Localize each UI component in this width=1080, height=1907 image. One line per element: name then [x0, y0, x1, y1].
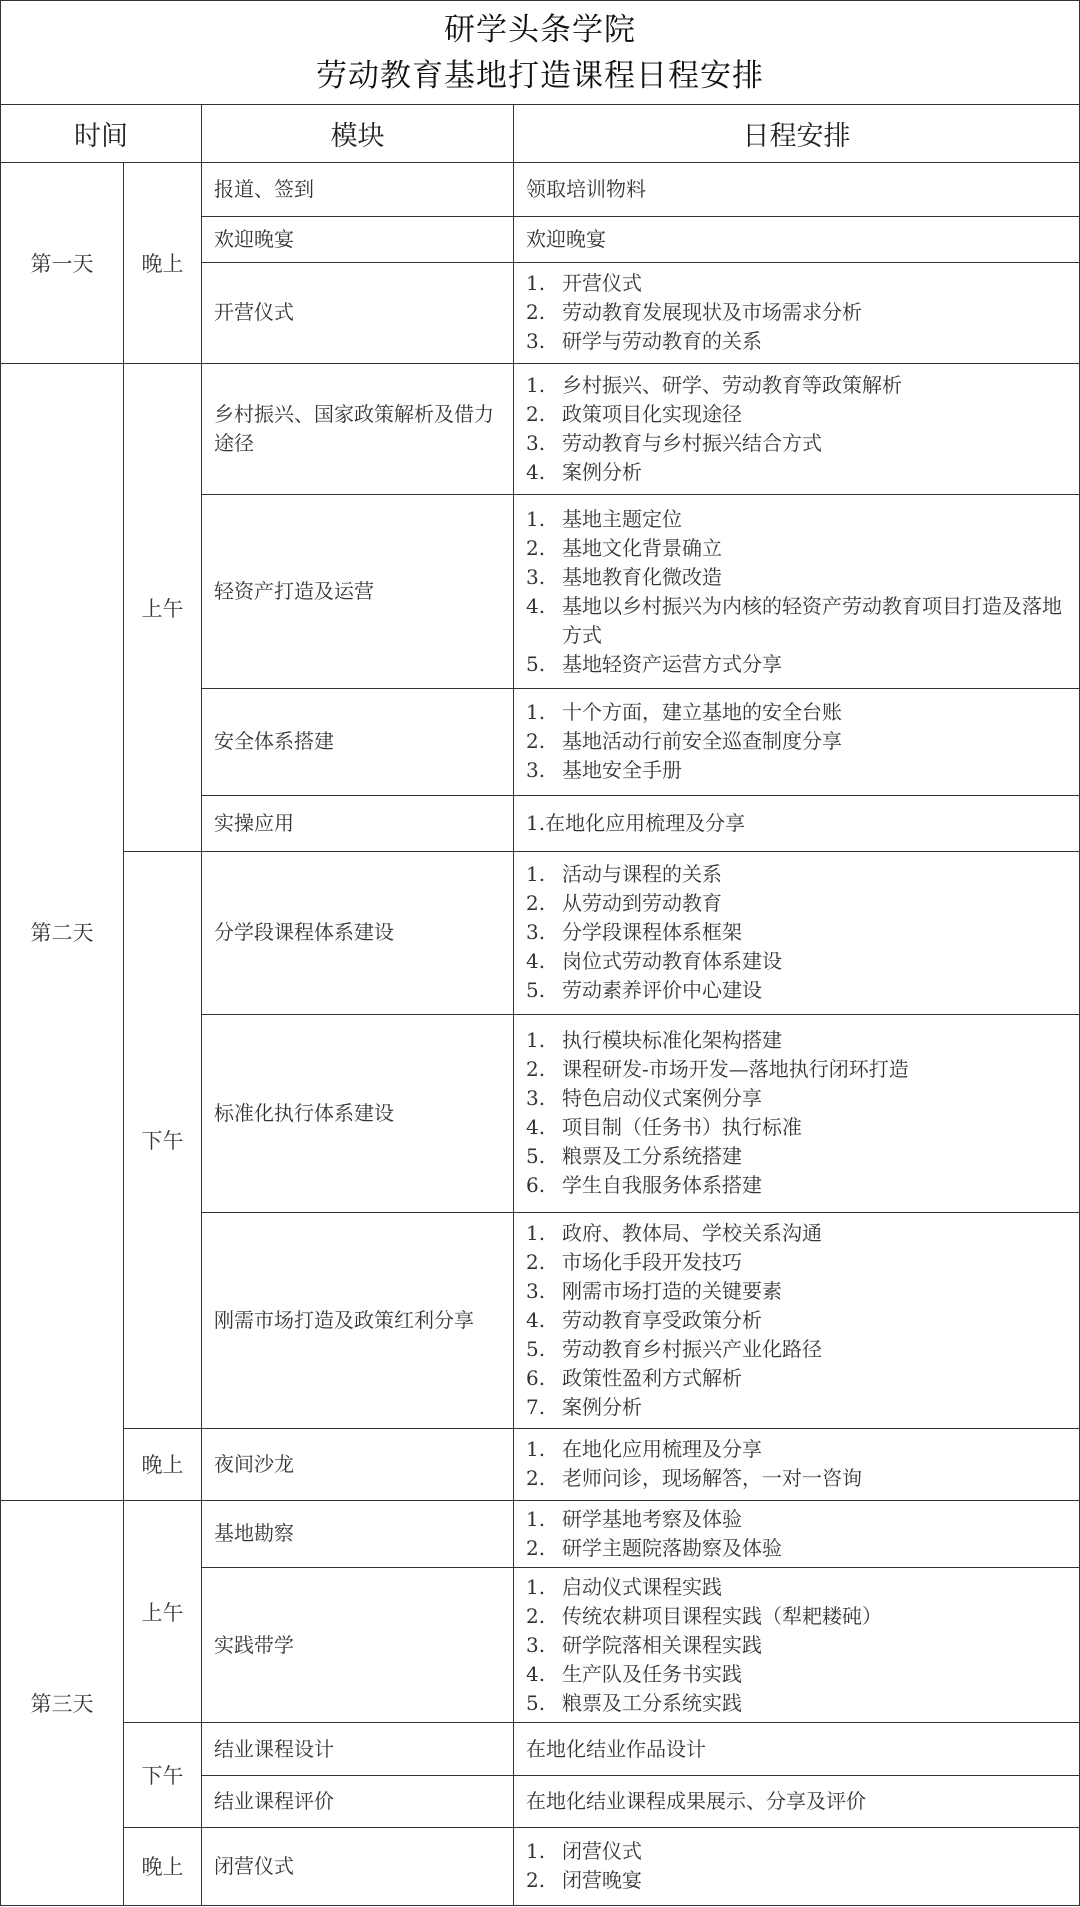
list-item-number: 3. — [526, 329, 546, 354]
table-row — [1, 852, 1080, 1014]
list-item — [526, 947, 1067, 976]
list-item-text: 活动与课程的关系 — [562, 862, 722, 887]
schedule-list — [526, 1505, 1067, 1563]
list-item — [526, 1866, 1067, 1895]
list-item-text: 粮票及工分系统搭建 — [562, 1144, 742, 1169]
list-item-text: 案例分析 — [562, 460, 642, 485]
schedule-list — [526, 1837, 1067, 1895]
schedule-cell — [514, 1428, 1080, 1500]
list-item-number: 2. — [526, 1249, 546, 1274]
schedule-cell — [514, 1014, 1080, 1213]
list-item — [526, 1306, 1067, 1335]
list-item-number: 4. — [526, 460, 546, 485]
list-item-text: 闭营仪式 — [562, 1839, 642, 1864]
schedule-list — [526, 1435, 1067, 1493]
list-item-number: 4. — [526, 949, 546, 974]
list-item-text: 研学基地考察及体验 — [562, 1506, 742, 1531]
list-item — [526, 1505, 1067, 1534]
period-label: 下午 — [124, 1723, 202, 1827]
list-item — [526, 1464, 1067, 1493]
schedule-list — [526, 1219, 1067, 1422]
list-item-number: 1. — [526, 1220, 546, 1245]
period-label: 下午 — [124, 852, 202, 1429]
period-label: 晚上 — [124, 1827, 202, 1905]
module-name: 实操应用 — [202, 796, 514, 852]
list-item-text: 政府、教体局、学校关系沟通 — [562, 1220, 822, 1245]
list-item — [526, 563, 1067, 592]
schedule-cell — [514, 796, 1080, 852]
list-item-number: 4. — [526, 1661, 546, 1686]
list-item-text: 基地轻资产运营方式分享 — [562, 651, 782, 676]
list-item-text: 特色启动仪式案例分享 — [562, 1086, 762, 1111]
list-item-number: 2. — [526, 1868, 546, 1893]
list-item-number: 1. — [526, 271, 546, 296]
list-item-text: 老师问诊，现场解答，一对一咨询 — [562, 1466, 862, 1491]
list-item-text: 劳动素养评价中心建设 — [562, 978, 762, 1003]
schedule-list — [526, 371, 1067, 487]
list-item-number: 1. — [526, 506, 546, 531]
list-item-text: 乡村振兴、研学、劳动教育等政策解析 — [562, 373, 902, 398]
list-item-text: 生产队及任务书实践 — [562, 1661, 742, 1686]
schedule-cell — [514, 495, 1080, 689]
module-name: 结业课程评价 — [202, 1775, 514, 1827]
list-item-text: 劳动教育乡村振兴产业化路径 — [562, 1336, 822, 1361]
list-item-text: 基地主题定位 — [562, 506, 682, 531]
list-item-number: 2. — [526, 1535, 546, 1560]
list-item-number: 2. — [526, 1466, 546, 1491]
list-item-number: 3. — [526, 758, 546, 783]
table-row — [1, 1827, 1080, 1905]
schedule-text: 领取培训物料 — [526, 176, 646, 201]
list-item-number: 2. — [526, 402, 546, 427]
list-item — [526, 698, 1067, 727]
module-name: 分学段课程体系建设 — [202, 852, 514, 1014]
list-item-text: 劳动教育与乡村振兴结合方式 — [562, 431, 822, 456]
list-item-text: 闭营晚宴 — [562, 1868, 642, 1893]
list-item-text: 粮票及工分系统实践 — [562, 1690, 742, 1715]
module-name: 结业课程设计 — [202, 1723, 514, 1775]
list-item-text: 劳动教育享受政策分析 — [562, 1307, 762, 1332]
list-item — [526, 1602, 1067, 1631]
list-item-text: 劳动教育发展现状及市场需求分析 — [562, 300, 862, 325]
period-label: 上午 — [124, 1500, 202, 1723]
list-item — [526, 1689, 1067, 1718]
list-item — [526, 458, 1067, 487]
list-item — [526, 1113, 1067, 1142]
list-item-number: 1. — [526, 373, 546, 398]
list-item — [526, 1393, 1067, 1422]
list-item-text: 研学主题院落勘察及体验 — [562, 1535, 782, 1560]
list-item-number: 2. — [526, 300, 546, 325]
module-name: 刚需市场打造及政策红利分享 — [202, 1213, 514, 1429]
list-item-text: 启动仪式课程实践 — [562, 1574, 722, 1599]
module-name: 轻资产打造及运营 — [202, 495, 514, 689]
list-item — [526, 976, 1067, 1005]
list-item-text: 十个方面，建立基地的安全台账 — [562, 700, 842, 725]
list-item-number: 1. — [526, 862, 546, 887]
list-item-text: 从劳动到劳动教育 — [562, 891, 722, 916]
list-item-number: 5. — [526, 1690, 546, 1715]
list-item-text: 在地化应用梳理及分享 — [562, 1437, 762, 1462]
list-item — [526, 592, 1067, 650]
module-name: 乡村振兴、国家政策解析及借力途径 — [202, 363, 514, 494]
list-item — [526, 1171, 1067, 1200]
schedule-cell — [514, 1827, 1080, 1905]
list-item-number: 1. — [526, 1506, 546, 1531]
list-item-number: 4. — [526, 1307, 546, 1332]
schedule-cell — [514, 688, 1080, 795]
list-item-number: 1. — [526, 1437, 546, 1462]
list-item-text: 基地安全手册 — [562, 758, 682, 783]
list-item-text: 研学与劳动教育的关系 — [562, 329, 762, 354]
table-title — [1, 1, 1080, 105]
list-item — [526, 269, 1067, 298]
list-item-text: 岗位式劳动教育体系建设 — [562, 949, 782, 974]
table-row — [1, 363, 1080, 494]
list-item — [526, 1837, 1067, 1866]
schedule-cell — [514, 1568, 1080, 1723]
list-item — [526, 918, 1067, 947]
list-item — [526, 429, 1067, 458]
module-name: 闭营仪式 — [202, 1827, 514, 1905]
day-label: 第二天 — [1, 363, 124, 1500]
list-item-number: 2. — [526, 535, 546, 560]
list-item-number: 4. — [526, 1115, 546, 1140]
list-item-text: 基地文化背景确立 — [562, 535, 722, 560]
list-item-number: 5. — [526, 1336, 546, 1361]
list-item — [526, 727, 1067, 756]
schedule-cell — [514, 363, 1080, 494]
module-name: 实践带学 — [202, 1568, 514, 1723]
list-item-number: 3. — [526, 1086, 546, 1111]
list-item-text: 政策性盈利方式解析 — [562, 1365, 742, 1390]
schedule-list — [526, 860, 1067, 1005]
table-row — [1, 1428, 1080, 1500]
list-item-number: 2. — [526, 729, 546, 754]
list-item-number: 2. — [526, 1603, 546, 1628]
list-item-number: 6. — [526, 1365, 546, 1390]
header-time: 时间 — [1, 105, 202, 163]
list-item-number: 7. — [526, 1394, 546, 1419]
schedule-cell — [514, 1213, 1080, 1429]
list-item-number: 1. — [526, 700, 546, 725]
list-item — [526, 1534, 1067, 1563]
list-item-text: 项目制（任务书）执行标准 — [562, 1115, 802, 1140]
day-label: 第一天 — [1, 163, 124, 364]
day-label: 第三天 — [1, 1500, 124, 1905]
list-item-text: 基地以乡村振兴为内核的轻资产劳动教育项目打造及落地方式 — [562, 593, 1062, 647]
list-item — [526, 1573, 1067, 1602]
list-item — [526, 371, 1067, 400]
list-item-text: 传统农耕项目课程实践（犁耙耧砘） — [562, 1603, 882, 1628]
list-item-number: 3. — [526, 1278, 546, 1303]
list-item-number: 3. — [526, 564, 546, 589]
schedule-cell — [514, 163, 1080, 216]
module-name: 开营仪式 — [202, 262, 514, 363]
list-item-number: 4. — [526, 593, 546, 618]
schedule-cell — [514, 1775, 1080, 1827]
list-item — [526, 1335, 1067, 1364]
schedule-text: 欢迎晚宴 — [526, 226, 606, 251]
list-item — [526, 1219, 1067, 1248]
list-item — [526, 1660, 1067, 1689]
list-item-number: 6. — [526, 1173, 546, 1198]
schedule-list — [526, 1573, 1067, 1718]
module-name: 夜间沙龙 — [202, 1428, 514, 1500]
list-item — [526, 1277, 1067, 1306]
schedule-list — [526, 698, 1067, 785]
list-item-number: 2. — [526, 891, 546, 916]
list-item-text: 分学段课程体系框架 — [562, 920, 742, 945]
list-item-number: 1. — [526, 1839, 546, 1864]
schedule-text: 在地化结业作品设计 — [526, 1736, 706, 1761]
list-item — [526, 505, 1067, 534]
schedule-text: 在地化结业课程成果展示、分享及评价 — [526, 1788, 866, 1813]
list-item — [526, 1631, 1067, 1660]
schedule-cell — [514, 852, 1080, 1014]
list-item — [526, 1084, 1067, 1113]
list-item-text: 政策项目化实现途径 — [562, 402, 742, 427]
header-schedule: 日程安排 — [514, 105, 1080, 163]
table-row — [1, 1723, 1080, 1775]
list-item-number: 5. — [526, 978, 546, 1003]
list-item-number: 1. — [526, 1028, 546, 1053]
list-item-text: 案例分析 — [562, 1394, 642, 1419]
list-item-number: 1. — [526, 1574, 546, 1599]
list-item — [526, 1055, 1067, 1084]
list-item — [526, 889, 1067, 918]
list-item — [526, 1026, 1067, 1055]
list-item — [526, 327, 1067, 356]
list-item — [526, 1248, 1067, 1277]
module-name: 标准化执行体系建设 — [202, 1014, 514, 1213]
list-item-text: 刚需市场打造的关键要素 — [562, 1278, 782, 1303]
title-line-1: 研学头条学院 — [444, 11, 636, 48]
list-item — [526, 534, 1067, 563]
list-item — [526, 650, 1067, 679]
period-label: 上午 — [124, 363, 202, 851]
schedule-cell — [514, 1723, 1080, 1775]
list-item-text: 市场化手段开发技巧 — [562, 1249, 742, 1274]
list-item — [526, 400, 1067, 429]
list-item-text: 开营仪式 — [562, 271, 642, 296]
header-module: 模块 — [202, 105, 514, 163]
period-label: 晚上 — [124, 163, 202, 364]
table-row — [1, 1500, 1080, 1567]
list-item-number: 3. — [526, 1632, 546, 1657]
schedule-text: 1.在地化应用梳理及分享 — [526, 811, 746, 836]
list-item — [526, 1435, 1067, 1464]
module-name: 欢迎晚宴 — [202, 216, 514, 262]
list-item-text: 基地活动行前安全巡查制度分享 — [562, 729, 842, 754]
module-name: 安全体系搭建 — [202, 688, 514, 795]
schedule-cell — [514, 1500, 1080, 1567]
schedule-cell — [514, 262, 1080, 363]
list-item-number: 3. — [526, 920, 546, 945]
list-item-number: 5. — [526, 651, 546, 676]
table-row — [1, 163, 1080, 216]
list-item-text: 基地教育化微改造 — [562, 564, 722, 589]
list-item — [526, 1364, 1067, 1393]
schedule-list — [526, 269, 1067, 356]
title-line-2: 劳动教育基地打造课程日程安排 — [316, 57, 764, 94]
list-item-number: 5. — [526, 1144, 546, 1169]
schedule-cell — [514, 216, 1080, 262]
list-item-number: 3. — [526, 431, 546, 456]
list-item-text: 课程研发-市场开发—落地执行闭环打造 — [562, 1057, 909, 1082]
module-name: 基地勘察 — [202, 1500, 514, 1567]
schedule-list — [526, 1026, 1067, 1200]
list-item-text: 执行模块标准化架构搭建 — [562, 1028, 782, 1053]
list-item — [526, 756, 1067, 785]
schedule-list — [526, 505, 1067, 679]
list-item — [526, 298, 1067, 327]
list-item-text: 学生自我服务体系搭建 — [562, 1173, 762, 1198]
list-item-number: 2. — [526, 1057, 546, 1082]
period-label: 晚上 — [124, 1428, 202, 1500]
list-item — [526, 860, 1067, 889]
list-item-text: 研学院落相关课程实践 — [562, 1632, 762, 1657]
module-name: 报道、签到 — [202, 163, 514, 216]
list-item — [526, 1142, 1067, 1171]
